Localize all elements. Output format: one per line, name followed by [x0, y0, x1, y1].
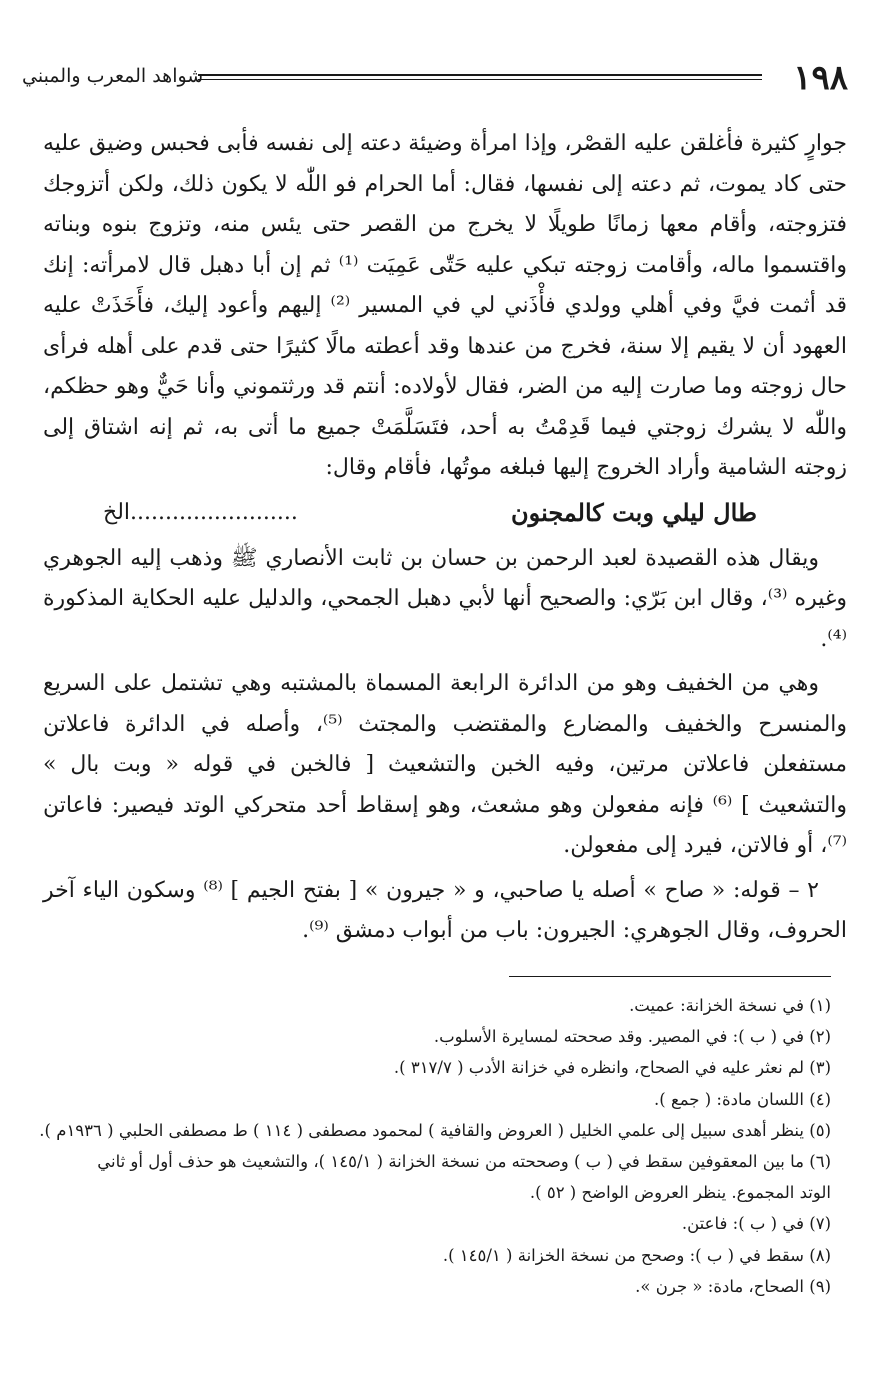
footnote-2: (٢) في ( ب ): في المصير. وقد صححته لمسايرة الأسلوب. — [433, 1027, 831, 1047]
paragraph-attribution: ويقال هذه القصيدة لعبد الرحمن بن حسان بن ثابت الأنصاري ﷺ وذهب إليه الجوهري وغيره ⁽³⁾، وقال ابن بَرّي: والصحيح أنها لأبي دهبل الجمحي، والدليل عليه الحكاية المذكورة ⁽⁴⁾. — [43, 545, 847, 652]
footnote-8: (٨) سقط في ( ب ): وصحح من نسخة الخزانة ( ١٤٥/١ ). — [442, 1245, 831, 1265]
main-text — [43, 124, 847, 952]
footnote-6: (٦) ما بين المعقوفين سقط في ( ب ) وصححته من نسخة الخزانة ( ١٤٥/١ )، والتشعيث هو حذف أول أو ثاني — [97, 1152, 831, 1172]
paragraph-commentary-2: ٢ – قوله: « صاح » أصله يا صاحبي، و « جيرون » [ بفتح الجيم ] ⁽⁸⁾ وسكون الياء آخر الحروف، وقال الجوهري: الجيرون: باب من أبواب دمشق ⁽⁹⁾. — [43, 877, 847, 943]
footnotes — [39, 990, 831, 1302]
header-rule — [198, 74, 762, 80]
running-title: شواهد المعرب والمبني — [22, 65, 204, 87]
footnote-6-continued: الوتد المجموع. ينظر العروض الواضح ( ٥٢ ). — [529, 1183, 831, 1203]
footnote-3: (٣) لم نعثر عليه في الصحاح، وانظره في خزانة الأدب ( ٣١٧/٧ ). — [393, 1058, 831, 1078]
footnote-separator — [509, 976, 831, 977]
footnote-5: (٥) ينظر أهدى سبيل إلى علمي الخليل ( العروض والقافية ) لمحمود مصطفى ( ١١٤ ) ط مصطفى الحلبي ( ١٩٣٦م ). — [39, 1120, 831, 1140]
footnote-7: (٧) في ( ب ): فاعتن. — [681, 1214, 831, 1234]
verse-ellipsis: ........................الخ — [103, 499, 298, 525]
paragraph-meter: وهي من الخفيف وهو من الدائرة الرابعة المسماة بالمشتبه وهي تشتمل على السريع والمنسرح والخفيف والمضارع والمقتضب والمجتث ⁽⁵⁾، وأصله في الدائرة فاعلاتن مستفعلن فاعلاتن مرتين، وفيه الخبن والتشعيث [ فالخبن في قوله « وبت بال » والتشعيث ] ⁽⁶⁾ فإنه مفعولن وهو مشعث، وهو إسقاط أحد متحركي الوتد فيصير: فاعاتن ⁽⁷⁾، أو فالاتن، فيرد إلى مفعولن. — [43, 671, 848, 858]
verse-line — [43, 493, 847, 539]
verse-hemistich: طال ليلي وبت كالمجنون — [511, 497, 757, 527]
footnote-1: (١) في نسخة الخزانة: عميت. — [629, 996, 831, 1015]
page-header — [22, 58, 848, 98]
page-number: ١٩٨ — [793, 58, 848, 98]
footnote-9: (٩) الصحاح، مادة: « جرن ». — [635, 1276, 831, 1296]
paragraph-narrative: جوارٍ كثيرة فأغلقن عليه القصْر، وإذا امرأة وضيئة دعته إلى نفسه فأبى فحبس وضيق عليه حتى كاد يموت، ثم دعته إلى نفسها، فقال: أما الحرام فو اللّٰه لا يكون ذلك، ولكن أتزوجك فتزوجته، وأقام معها زمانًا طويلًا لا يخرج من القصر حتى يئس منه، وتزوج بنوه وبناته واقتسموا ماله، وأقامت زوجته تبكي عليه حَتّٰى عَمِيَت ⁽¹⁾ ثم إن أبا دهبل قال لامرأته: إنك قد أثمت فيَّ وفي أهلي وولدي فأْذَني لي في المسير ⁽²⁾ إليهم وأعود إليك، فأَخَذَتْ عليه العهود أن لا يقيم إلا سنة، فخرج من عندها وقد أعطته مالًا كثيرًا حتى قدم على أهله فرأى حال زوجته وما صارت إليه من الضر، فقال لأولاده: أنتم قد ورثتموني وأنا حَيٌّ وهو حظكم، واللّٰه لا يشرك زوجتي فيما قَدِمْتُ به أحد، فتَسَلَّمَتْ جميع ما أتى به، ثم إنه اشتاق إلى زوجته الشامية وأراد الخروج إليها فبلغه موتُها، فأقام وقال: — [43, 131, 847, 480]
footnote-4: (٤) اللسان مادة: ( جمع ). — [654, 1089, 831, 1109]
